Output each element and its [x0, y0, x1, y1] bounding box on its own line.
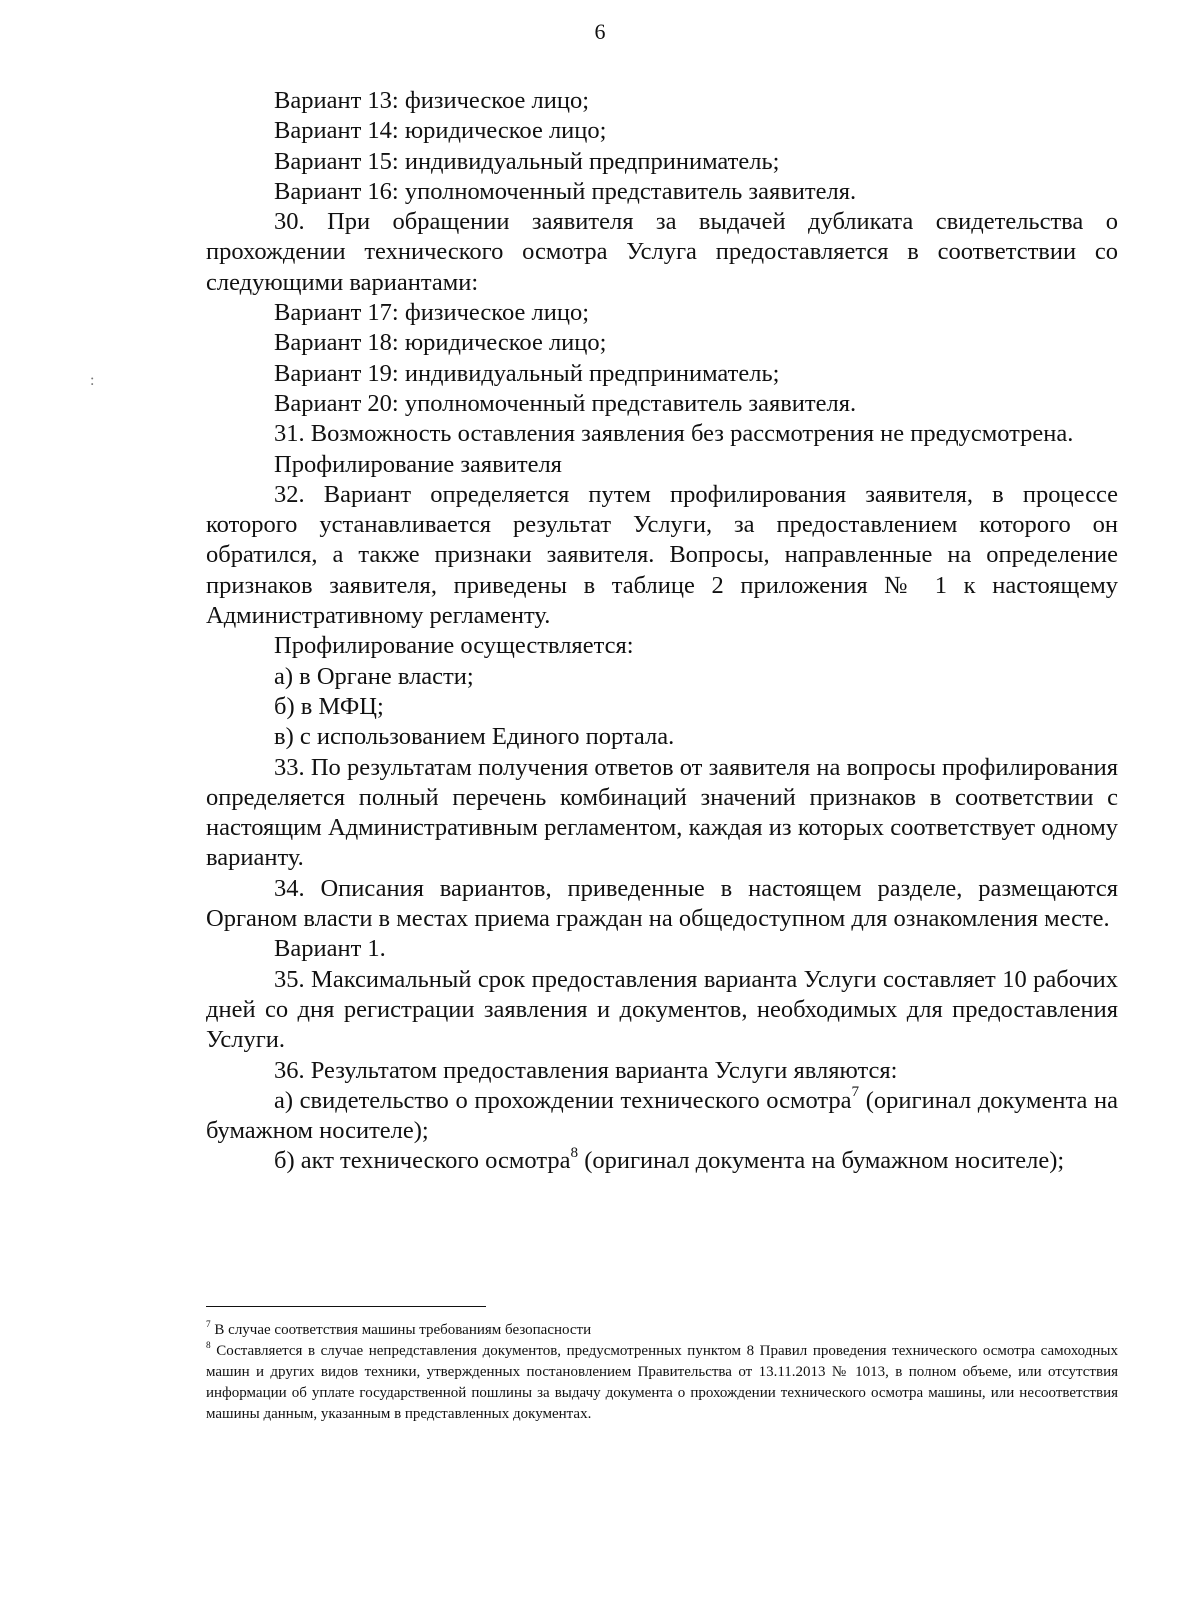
- page-number: 6: [594, 19, 606, 44]
- paragraph-variant-15: Вариант 15: индивидуальный предприниматель;: [274, 147, 780, 175]
- paragraph-variant-18: Вариант 18: юридическое лицо;: [274, 329, 607, 357]
- paragraph-34: 34. Описания вариантов, приведенные в настоящем разделе, размещаются Органом власти в местах приема граждан на общедоступном для ознакомления месте.: [206, 874, 1118, 933]
- result-item-b-text: б) акт технического осмотра: [274, 1147, 571, 1175]
- result-item-a-rest: (оригинал документа на бумажном носителе);: [206, 1086, 1118, 1145]
- footnote-8: [206, 1341, 1118, 1425]
- paragraph-variant-20: Вариант 20: уполномоченный представитель заявителя.: [274, 389, 857, 417]
- paragraph-35: 35. Максимальный срок предоставления варианта Услуги составляет 10 рабочих дней со дня регистрации заявления и документов, необходимых для предоставления Услуги.: [206, 965, 1118, 1054]
- footnote-7: [206, 1320, 1118, 1341]
- paragraph-30: 30. При обращении заявителя за выдачей дубликата свидетельства о прохождении технического осмотра Услуга предоставляется в соответствии со следующими вариантами:: [206, 208, 1118, 296]
- footnote-mark-8: 8: [206, 1340, 211, 1351]
- paragraph-variant-16: Вариант 16: уполномоченный представитель заявителя.: [274, 177, 857, 205]
- footnote-ref-8[interactable]: 8: [570, 1143, 579, 1161]
- list-item-a: а) в Органе власти;: [274, 662, 474, 690]
- paragraph-variant-14: Вариант 14: юридическое лицо;: [274, 117, 607, 145]
- paragraph-33: 33. По результатам получения ответов от заявителя на вопросы профилирования определяется полный перечень комбинаций значений признаков в соответствии с настоящим Административным регламентом, каждая из которых соответствует одному варианту.: [206, 753, 1118, 872]
- footnote-8-text: Составляется в случае непредставления документов, предусмотренных пунктом 8 Правил проведения технического осмотра самоходных машин и других видов техники, утвержденных постановлением Правительства от 13.11.2013 № 1013, в полном объеме, или отсутствия информации об уплате государственной пошлины за выдачу документа о прохождении технического осмотра машины, или несоответствия машины данным, указанным в представленных документах.: [206, 1343, 1118, 1422]
- paragraph-32: 32. Вариант определяется путем профилирования заявителя, в процессе которого устанавливается результат Услуги, за предоставлением которого он обратился, а также признаки заявителя. Вопросы, направленные на определение признаков заявителя, приведены в таблице 2 приложения № 1 к настоящему Административному регламенту.: [206, 480, 1118, 630]
- list-item-b: б) в МФЦ;: [274, 692, 384, 720]
- list-item-c: в) с использованием Единого портала.: [274, 723, 675, 751]
- result-item-a: [206, 1083, 1118, 1147]
- footnote-7-text: В случае соответствия машины требованиям безопасности: [210, 1322, 592, 1338]
- result-item-b: [206, 1143, 1118, 1176]
- footnote-mark-7: 7: [206, 1319, 211, 1330]
- paragraph-31: 31. Возможность оставления заявления без рассмотрения не предусмотрена.: [274, 420, 1074, 448]
- section-heading-profiling: Профилирование заявителя: [274, 450, 562, 478]
- result-item-a-text: а) свидетельство о прохождении технического осмотра: [274, 1086, 852, 1114]
- result-item-b-rest: (оригинал документа на бумажном носителе);: [578, 1147, 1065, 1175]
- variant-heading: Вариант 1.: [274, 935, 386, 963]
- paragraph-36: 36. Результатом предоставления варианта Услуги являются:: [274, 1056, 898, 1084]
- footnote-ref-7[interactable]: 7: [851, 1083, 860, 1101]
- paragraph-variant-17: Вариант 17: физическое лицо;: [274, 299, 589, 327]
- paragraph-profiling-intro: Профилирование осуществляется:: [274, 632, 634, 660]
- scan-mark: :: [90, 372, 95, 389]
- paragraph-variant-19: Вариант 19: индивидуальный предприниматель;: [274, 359, 780, 387]
- footnotes: [206, 1320, 1118, 1425]
- footnote-separator: [206, 1306, 486, 1307]
- paragraph-variant-13: Вариант 13: физическое лицо;: [274, 87, 589, 114]
- body-text: [206, 86, 1118, 1177]
